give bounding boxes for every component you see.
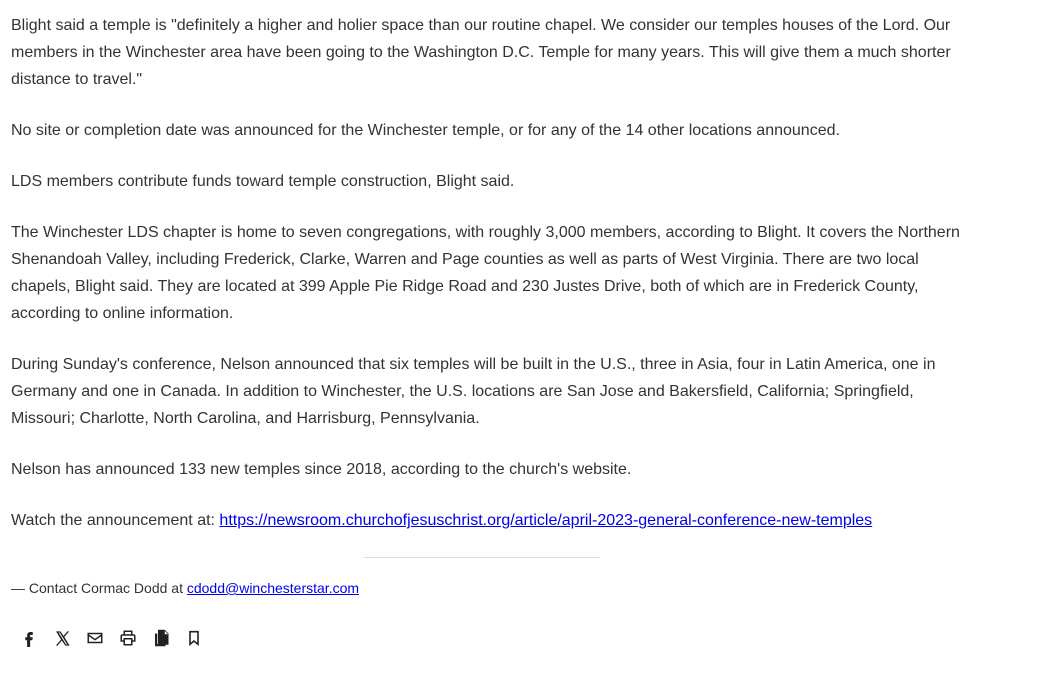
copy-link-button[interactable]: [150, 627, 172, 649]
bookmark-icon: [186, 629, 202, 647]
paragraph-temple-count: Nelson has announced 133 new temples since 2018, according to the church's website.: [11, 461, 632, 478]
print-button[interactable]: [117, 627, 139, 649]
share-email-button[interactable]: [84, 627, 106, 649]
email-icon: [86, 629, 104, 647]
divider: [364, 557, 600, 558]
paragraph-quote: Blight said a temple is "definitely a higher and holier space than our routine chapel. We consider our temples houses of the Lord. Our members in the Winchester area have been going to the Washington D.C. Temple for many years. This will give them a much shorter distance to travel.": [11, 17, 951, 88]
contact-email-link[interactable]: cdodd@winchesterstar.com: [186, 580, 360, 596]
paragraph-conference: During Sunday's conference, Nelson announced that six temples will be built in the U.S., three in Asia, four in Latin America, one in Germany and one in Canada. In addition to Winchester, the U.S. locations are San Jose and Bakersfield, California; Springfield, Missouri; Charlotte, North Carolina, and Harrisburg, Pennsylvania.: [11, 356, 936, 427]
copy-icon: [152, 629, 170, 647]
bookmark-button[interactable]: [183, 627, 205, 649]
article-body: [11, 12, 961, 534]
print-icon: [119, 629, 137, 647]
contact-line: [11, 579, 359, 597]
announcement-link[interactable]: https://newsroom.churchofjesuschrist.org/article/april-2023-general-conference-new-temples: [219, 512, 873, 529]
watch-paragraph: [11, 507, 961, 534]
share-toolbar: [18, 627, 216, 649]
watch-prefix: Watch the announcement at:: [11, 512, 220, 529]
contact-prefix: — Contact Cormac Dodd at: [11, 580, 187, 596]
paragraph-funds: LDS members contribute funds toward temple construction, Blight said.: [11, 173, 515, 190]
share-x-button[interactable]: [51, 627, 73, 649]
paragraph-site: No site or completion date was announced for the Winchester temple, or for any of the 14 other locations announced.: [11, 122, 840, 139]
facebook-icon: [20, 629, 38, 647]
share-facebook-button[interactable]: [18, 627, 40, 649]
x-twitter-icon: [54, 630, 71, 647]
paragraph-congregations: The Winchester LDS chapter is home to seven congregations, with roughly 3,000 members, according to Blight. It covers the Northern Shenandoah Valley, including Frederick, Clarke, Warren and Page counties as well as parts of West Virginia. There are two local chapels, Blight said. They are located at 399 Apple Pie Ridge Road and 230 Justes Drive, both of which are in Frederick County, according to online information.: [11, 224, 960, 322]
